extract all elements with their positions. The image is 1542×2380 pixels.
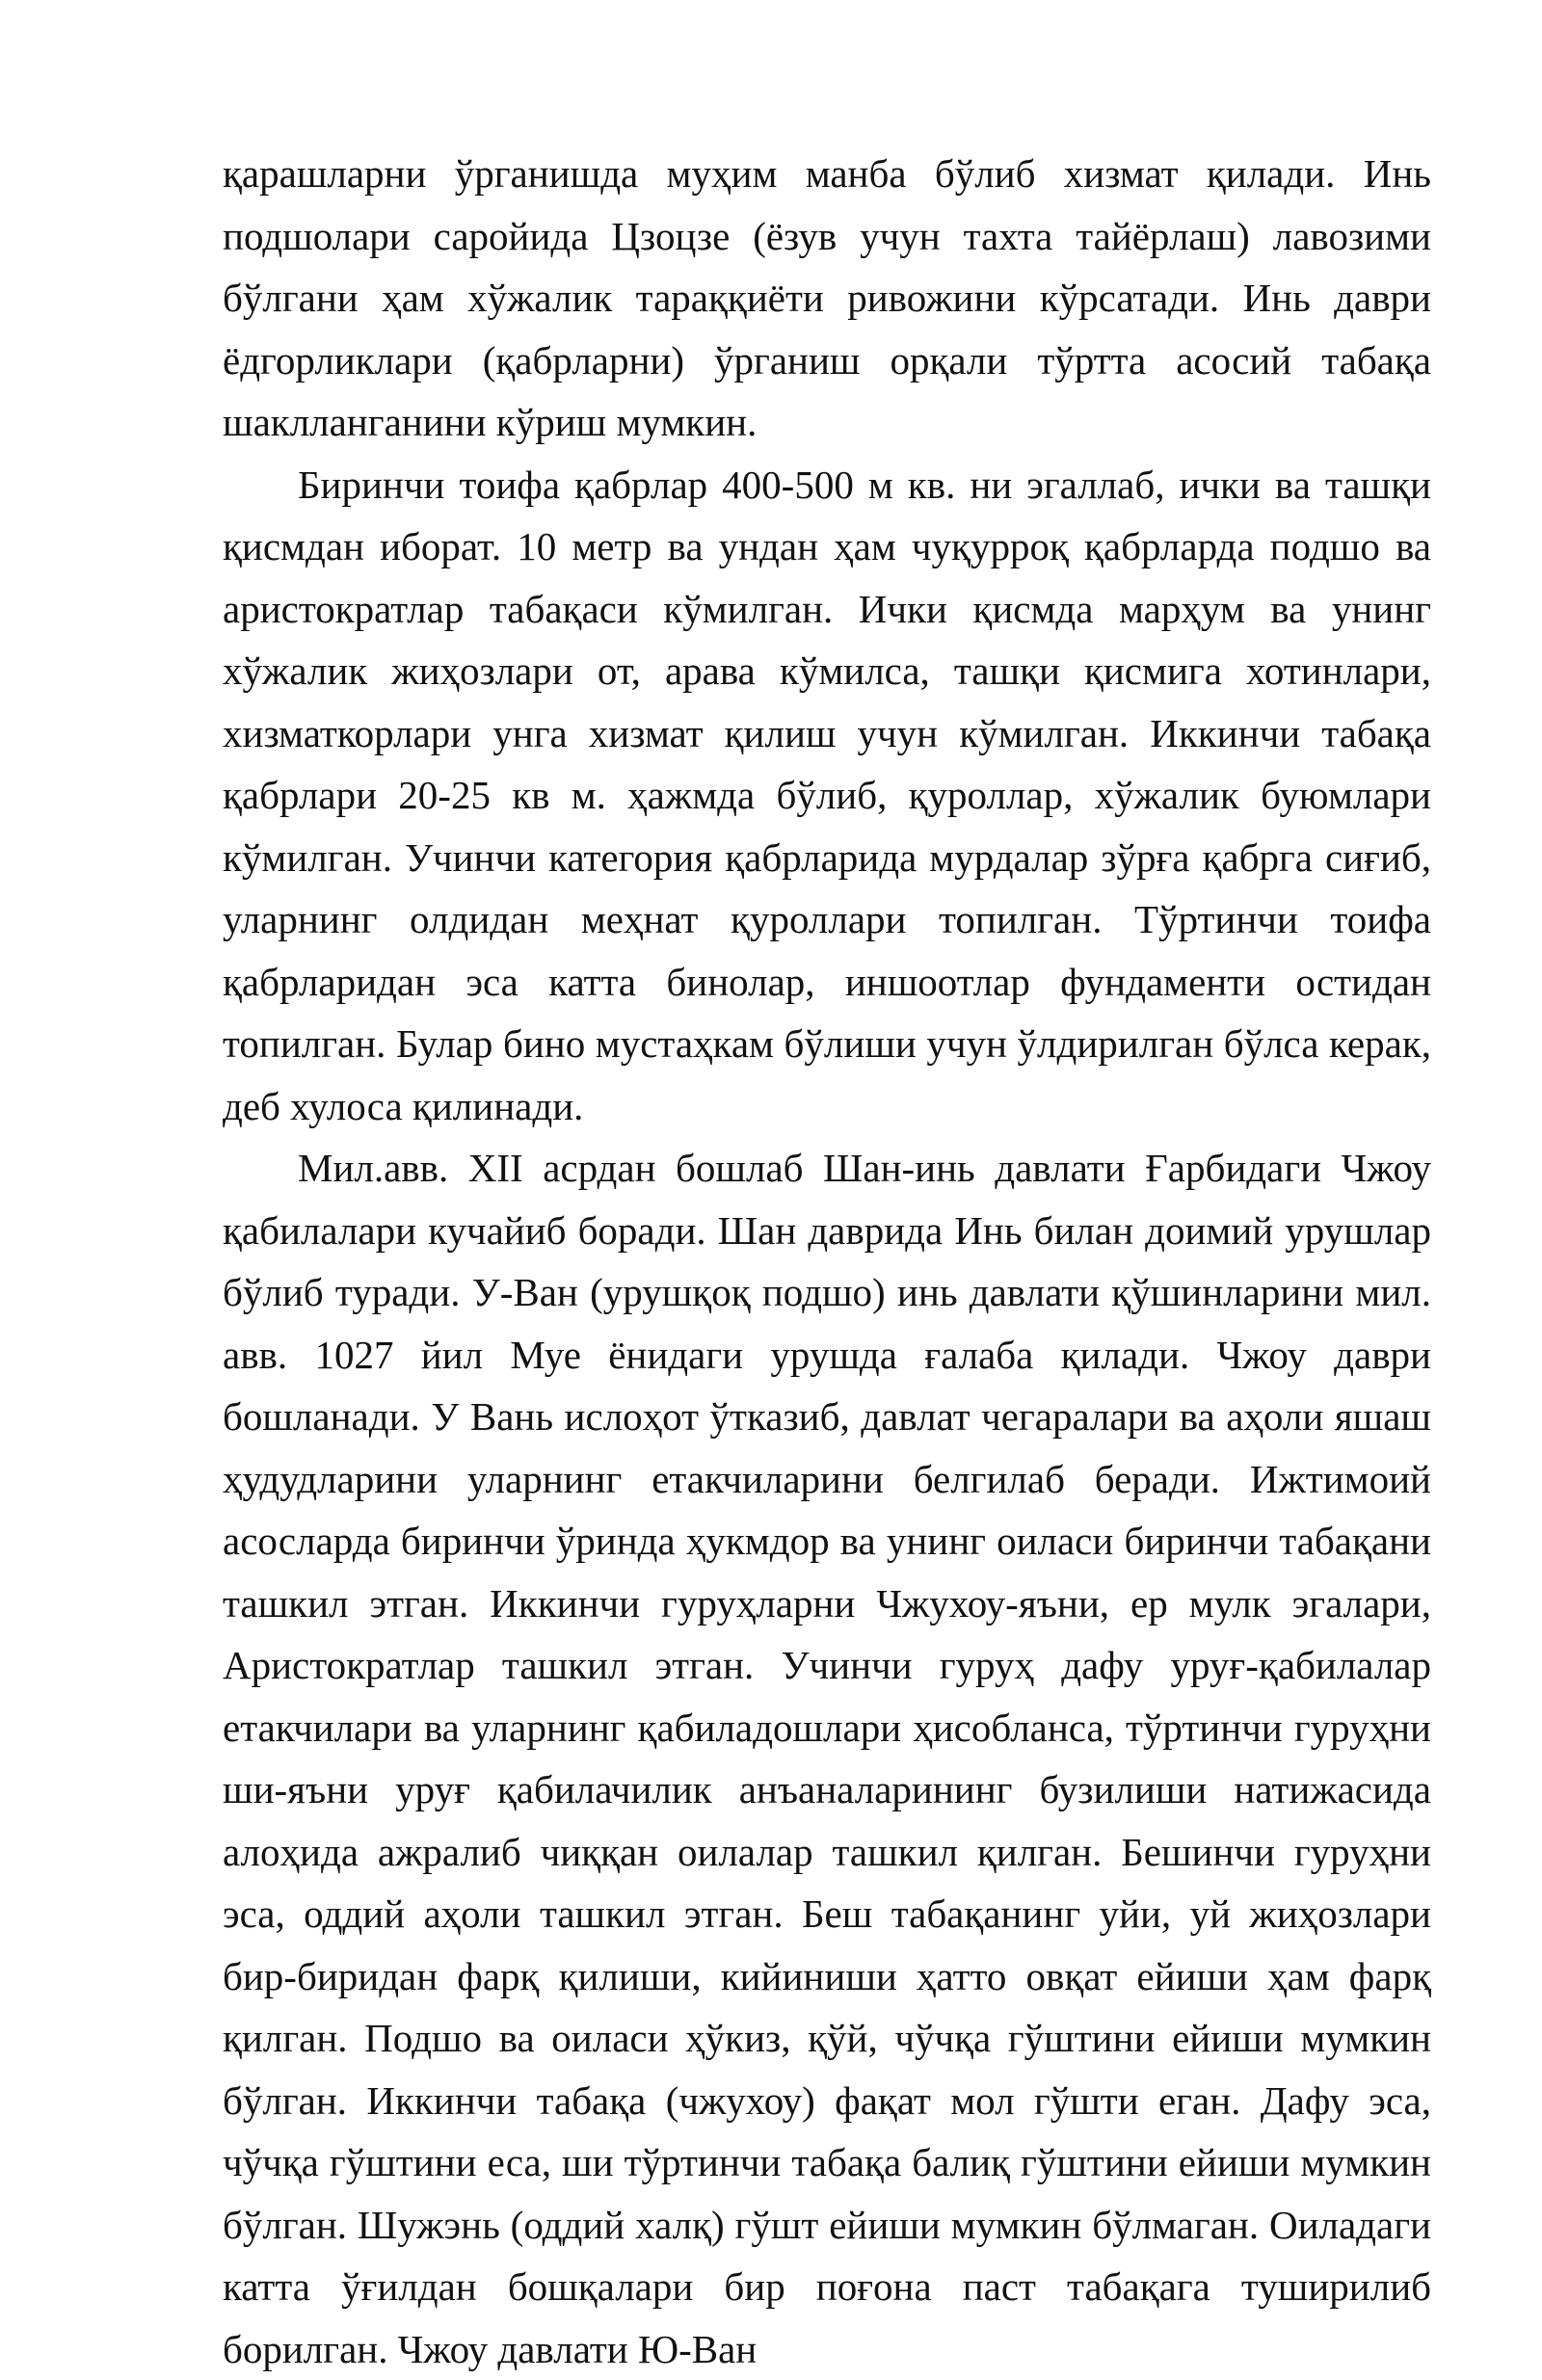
- paragraph-continuation: қарашларни ўрганишда муҳим манба бўлиб хизмат қилади. Инь подшолари саройида Цзоцзе (ёзув учун тахта тайёрлаш) лавозими бўлгани ҳам хўжалик тараққиёти ривожини кўрсатади. Инь даври ёдгорликлари (қабрларни) ўрганиш орқали тўртта асосий табақа шаклланганини кўриш мумкин.: [223, 151, 1431, 444]
- document-page: [223, 143, 1431, 2380]
- paragraph-burial-categories: Биринчи тоифа қабрлар 400-500 м кв. ни эгаллаб, ички ва ташқи қисмдан иборат. 10 метр ва ундан ҳам чуқурроқ қабрларда подшо ва аристократлар табақаси кўмилган. Ички қисмда марҳум ва унинг хўжалик жиҳозлари от, арава кўмилса, ташқи қисмига хотинлари, хизматкорлари унга хизмат қилиш учун кўмилган. Иккинчи табақа қабрлари 20-25 кв м. ҳажмда бўлиб, қуроллар, хўжалик буюмлари кўмилган. Учинчи категория қабрларида мурдалар зўрға қабрга сиғиб, уларнинг олдидан меҳнат қуроллари топилган. Тўртинчи тоифа қабрларидан эса катта бинолар, иншоотлар фундаменти остидан топилган. Булар бино мустаҳкам бўлиши учун ўлдирилган бўлса керак, деб хулоса қилинади.: [223, 462, 1431, 1128]
- paragraph-zhou-dynasty: Мил.авв. XII асрдан бошлаб Шан-инь давлати Ғарбидаги Чжоу қабилалари кучайиб боради. Шан даврида Инь билан доимий урушлар бўлиб туради. У-Ван (урушқоқ подшо) инь давлати қўшинларини мил. авв. 1027 йил Муе ёнидаги урушда ғалаба қилади. Чжоу даври бошланади. У Вань ислоҳот ўтказиб, давлат чегаралари ва аҳоли яшаш ҳудудларини уларнинг етакчиларини белгилаб беради. Ижтимоий асосларда биринчи ўринда ҳукмдор ва унинг оиласи биринчи табақани ташкил этган. Иккинчи гуруҳларни Чжухоу-яъни, ер мулк эгалари, Аристократлар ташкил этган. Учинчи гуруҳ дафу уруғ-қабилалар етакчилари ва уларнинг қабиладошлари ҳисобланса, тўртинчи гуруҳни ши-яъни уруғ қабилачилик анъаналарининг бузилиши натижасида алоҳида ажралиб чиққан оилалар ташкил қилган. Бешинчи гуруҳни эса, оддий аҳоли ташкил этган. Беш табақанинг уйи, уй жиҳозлари бир-биридан фарқ қилиши, кийиниши ҳатто овқат ейиши ҳам фарқ қилган. Подшо ва оиласи ҳўкиз, қўй, чўчқа гўштини ейиши мумкин бўлган. Иккинчи табақа (чжухоу) фақат мол гўшти еган. Дафу эса, чўчқа гўштини еса, ши тўртинчи табақа балиқ гўштини ейиши мумкин бўлган. Шужэнь (оддий халқ) гўшт ейиши мумкин бўлмаган. Оиладаги катта ўғилдан бошқалари бир поғона паст табақага туширилиб борилган. Чжоу давлати Ю-Ван: [223, 1146, 1431, 2371]
